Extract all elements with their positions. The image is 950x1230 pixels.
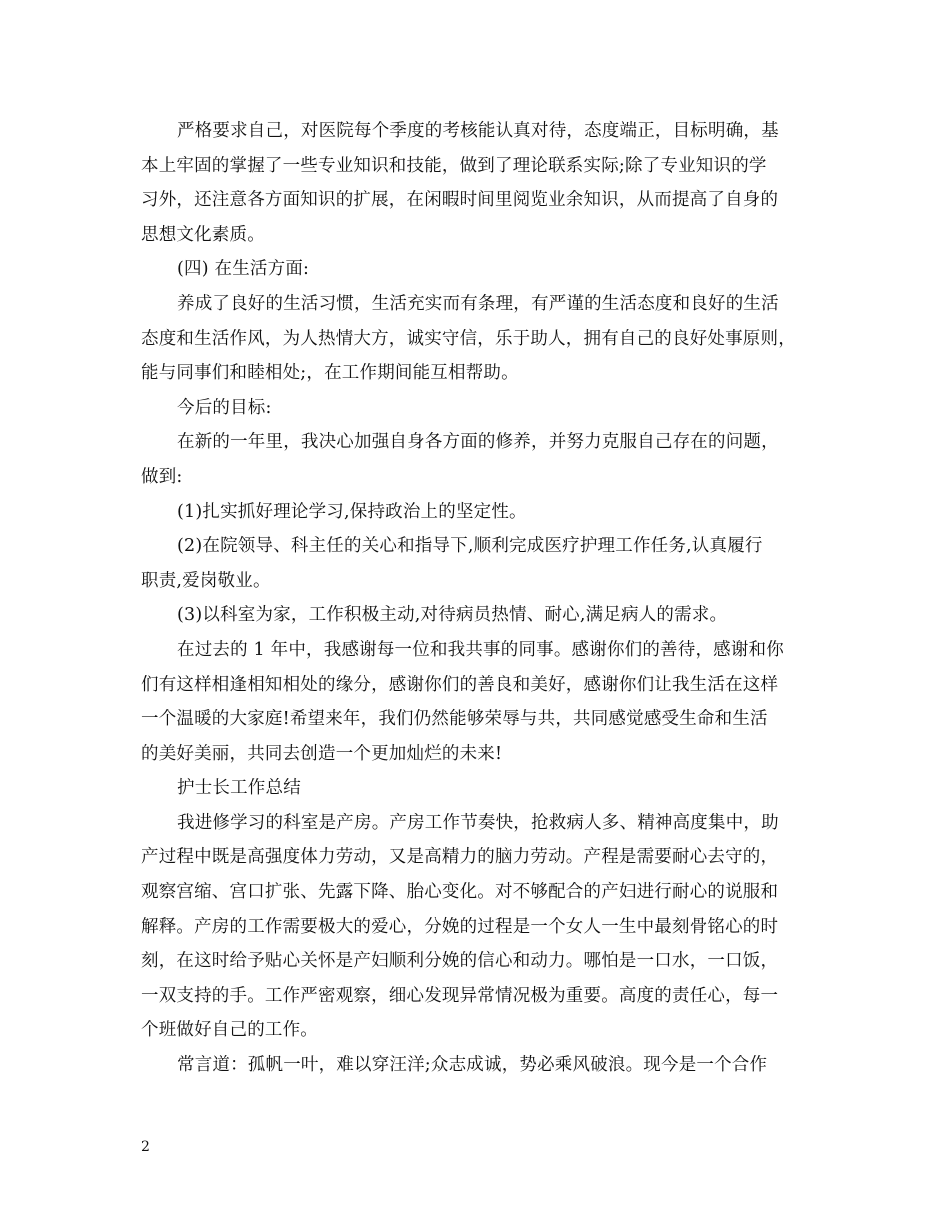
text-line: 在新的一年里，我决心加强自身各方面的修养，并努力克服自己存在的问题， — [177, 432, 779, 453]
text-line: 职责,爱岗敬业。 — [141, 570, 271, 591]
text-line: 习外，还注意各方面知识的扩展，在闲暇时间里阅览业余知识，从而提高了自身的 — [141, 190, 779, 211]
page-number: 2 — [141, 1139, 150, 1155]
text-line: 养成了良好的生活习惯，生活充实而有条理，有严谨的生活态度和良好的生活 — [177, 293, 779, 314]
text-line: 思想文化素质。 — [141, 224, 265, 245]
text-line: 一双支持的手。工作严密观察，细心发现异常情况极为重要。高度的责任心，每一 — [141, 985, 779, 1006]
text-line: 观察宫缩、宫口扩张、先露下降、胎心变化。对不够配合的产妇进行耐心的说服和 — [141, 882, 779, 903]
text-line: 刻，在这时给予贴心关怀是产妇顺利分娩的信心和动力。哪怕是一口水，一口饭， — [141, 951, 779, 972]
text-line: 个班做好自己的工作。 — [141, 1020, 318, 1041]
text-line: 产过程中既是高强度体力劳动，又是高精力的脑力劳动。产程是需要耐心去守的， — [141, 847, 779, 868]
document-body — [141, 114, 821, 1083]
list-item: (2)在院领导、科主任的关心和指导下,顺利完成医疗护理工作任务,认真履行 — [177, 536, 763, 557]
section-heading-goals: 今后的目标: — [177, 397, 272, 418]
section-heading-life: (四) 在生活方面: — [177, 259, 310, 280]
text-line: 本上牢固的掌握了一些专业知识和技能，做到了理论联系实际;除了专业知识的学 — [141, 155, 767, 176]
text-line: 们有这样相逢相知相处的缘分，感谢你们的善良和美好，感谢你们让我生活在这样 — [141, 674, 779, 695]
list-item: (1)扎实抓好理论学习,保持政治上的坚定性。 — [177, 501, 527, 522]
text-line: 解释。产房的工作需要极大的爱心，分娩的过程是一个女人一生中最刻骨铭心的时 — [141, 916, 779, 937]
text-line: 的美好美丽，共同去创造一个更加灿烂的未来! — [141, 743, 503, 764]
text-line: 一个温暖的大家庭!希望来年，我们仍然能够荣辱与共，共同感觉感受生命和生活 — [141, 709, 768, 730]
text-line: 严格要求自己，对医院每个季度的考核能认真对待，态度端正，目标明确，基 — [177, 121, 779, 141]
text-line: 常言道：孤帆一叶，难以穿汪洋;众志成诚，势必乘风破浪。现今是一个合作 — [177, 1055, 768, 1076]
text-line: 态度和生活作风，为人热情大方，诚实守信，乐于助人，拥有自己的良好处事原则， — [141, 328, 796, 349]
section-heading-summary: 护士长工作总结 — [177, 778, 301, 799]
text-line: 做到: — [141, 466, 183, 487]
list-item: (3)以科室为家，工作积极主动,对待病员热情、耐心,满足病人的需求。 — [177, 605, 728, 626]
text-line: 在过去的 1 年中，我感谢每一位和我共事的同事。感谢你们的善待，感谢和你 — [177, 639, 784, 660]
text-line: 我进修学习的科室是产房。产房工作节奏快，抢救病人多、精神高度集中，助 — [177, 812, 779, 833]
text-line: 能与同事们和睦相处;，在工作期间能互相帮助。 — [141, 363, 519, 384]
